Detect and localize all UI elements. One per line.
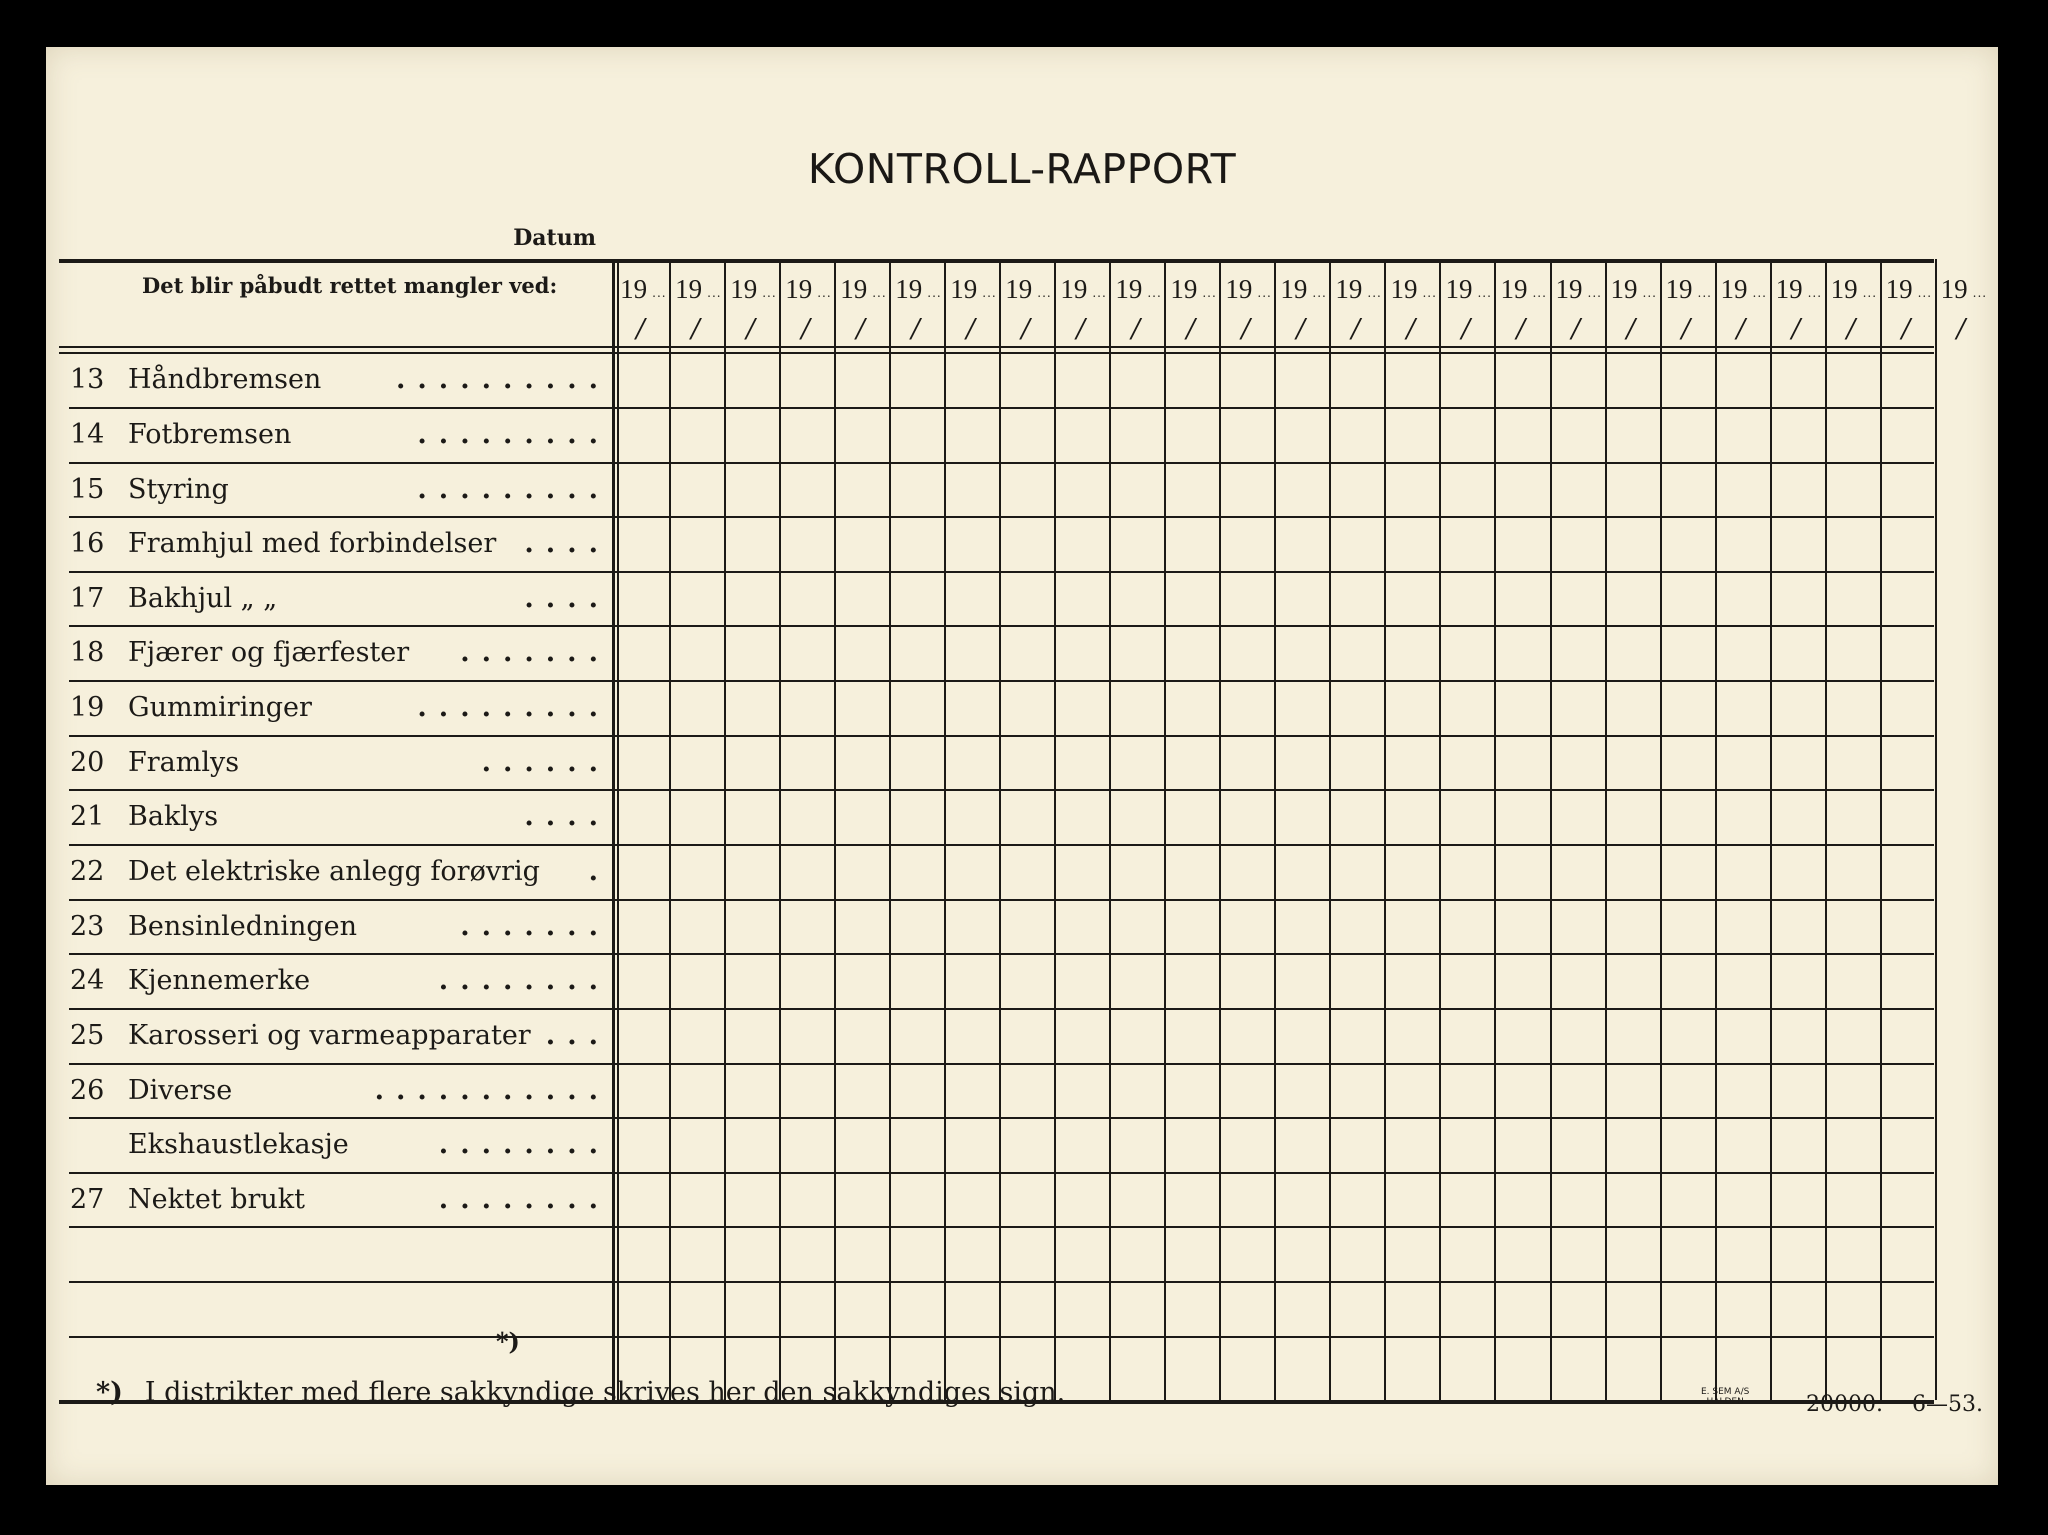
date-year-prefix: 19 [1665, 273, 1693, 304]
print-run: 20000. [1806, 1392, 1883, 1417]
row-rule [69, 1336, 1934, 1338]
row-label-text: Det elektriske anlegg forøvrig [128, 855, 540, 887]
label-separator [612, 259, 615, 1400]
date-year-prefix: 19 [1335, 273, 1363, 304]
row-leader-dots: ....... [460, 910, 610, 942]
row-leader-dots: ......... [417, 692, 610, 724]
date-separator: / [1186, 313, 1196, 344]
column-rule [1935, 259, 1937, 1400]
date-dots: ... [1257, 285, 1272, 300]
checklist-row [70, 737, 610, 792]
date-dots: ... [1147, 285, 1162, 300]
date-year-prefix: 19 [1775, 273, 1803, 304]
checklist-row [70, 955, 610, 1010]
date-year-prefix: 19 [840, 273, 868, 304]
date-cell [1439, 264, 1495, 344]
column-rule [1660, 259, 1662, 1400]
date-dots: ... [1697, 285, 1712, 300]
row-leader-dots: ........ [438, 1129, 610, 1161]
row-label-text: Framlys [128, 746, 240, 778]
date-dots: ... [1917, 285, 1933, 300]
checklist-row [70, 409, 610, 464]
column-rule [1054, 259, 1056, 1400]
rule-header-1 [59, 346, 1934, 348]
row-leader-dots: ......... [417, 473, 610, 505]
page-title: KONTROLL-RAPPORT [807, 145, 1237, 193]
date-year-prefix: 19 [620, 273, 648, 304]
date-separator: / [1681, 313, 1691, 344]
date-cell [1550, 264, 1606, 344]
row-label-text: Styring [128, 473, 229, 505]
date-year-prefix: 19 [730, 273, 758, 304]
column-rule [1770, 259, 1772, 1400]
date-cell [1219, 264, 1275, 344]
row-leader-dots: ........... [374, 1074, 610, 1106]
date-separator: / [1736, 313, 1746, 344]
column-rule [1274, 259, 1276, 1400]
date-cell [1825, 264, 1881, 344]
column-rule [1494, 259, 1496, 1400]
footnote-marker: *) [96, 1377, 123, 1408]
date-dots: ... [1642, 285, 1657, 300]
date-dots: ... [1587, 285, 1602, 300]
checklist-row [70, 682, 610, 737]
date-year-prefix: 19 [1005, 273, 1033, 304]
header-subtitle: Det blir påbudt rettet mangler ved: [142, 273, 558, 298]
column-rule [1384, 259, 1386, 1400]
date-year-prefix: 19 [1500, 273, 1528, 304]
row-number: 17 [70, 582, 105, 614]
row-number: 21 [70, 801, 105, 833]
date-dots: ... [1312, 285, 1327, 300]
date-cell [1164, 264, 1220, 344]
inspection-card [46, 47, 1998, 1485]
row-leader-dots: .......... [396, 364, 610, 396]
date-dots: ... [1367, 285, 1382, 300]
date-separator: / [911, 313, 921, 344]
row-label-text: Fjærer og fjærfester [128, 637, 410, 669]
row-number: 14 [70, 418, 105, 450]
date-year-prefix: 19 [1720, 273, 1748, 304]
date-dots: ... [1972, 285, 1988, 300]
row-number: 19 [70, 692, 105, 724]
date-cell [944, 264, 1000, 344]
date-year-prefix: 19 [1830, 273, 1858, 304]
date-year-prefix: 19 [1940, 273, 1968, 304]
checklist-row [70, 791, 610, 846]
date-cell [1935, 264, 1991, 344]
date-year-prefix: 19 [1060, 273, 1088, 304]
row-leader-dots: ....... [460, 637, 610, 669]
column-rule [1605, 259, 1607, 1400]
row-leader-dots: ... [545, 1019, 610, 1051]
signature-marker: *) [496, 1327, 520, 1356]
row-label-text: Gummiringer [128, 692, 312, 724]
row-number: 20 [70, 746, 105, 778]
date-year-prefix: 19 [950, 273, 978, 304]
checklist-row [70, 901, 610, 956]
checklist-row [70, 518, 610, 573]
printer-mark [1701, 1387, 1749, 1407]
row-leader-dots: .... [524, 582, 610, 614]
date-cell [614, 264, 670, 344]
date-separator: / [801, 313, 810, 344]
date-cell [1605, 264, 1661, 344]
row-leader-dots: ......... [417, 418, 610, 450]
row-number: 16 [70, 528, 105, 560]
row-number: 22 [70, 855, 105, 887]
column-rule [1439, 259, 1441, 1400]
checklist-row [70, 354, 610, 409]
date-cell [669, 264, 725, 344]
date-year-prefix: 19 [1610, 273, 1638, 304]
row-label-text: Nektet brukt [128, 1183, 306, 1215]
date-separator: / [1956, 313, 1966, 344]
date-cell [1494, 264, 1550, 344]
row-label-text: Bakhjul „ „ [128, 582, 278, 614]
date-separator: / [966, 313, 976, 344]
date-separator: / [1131, 313, 1141, 344]
row-leader-dots: ...... [481, 746, 610, 778]
printer-name: E. SEM A/S [1701, 1387, 1750, 1397]
date-year-prefix: 19 [1390, 273, 1418, 304]
row-label-text: Karosseri og varmeapparater [128, 1019, 531, 1051]
column-rule [944, 259, 946, 1400]
date-dots: ... [817, 285, 832, 300]
column-rule [1715, 259, 1717, 1400]
date-separator: / [1846, 313, 1856, 344]
row-label-text: Baklys [128, 801, 219, 833]
date-separator: / [856, 313, 865, 344]
date-dots: ... [872, 285, 887, 300]
date-separator: / [1296, 313, 1306, 344]
date-separator: / [1901, 313, 1911, 344]
label-separator-2 [617, 259, 619, 1400]
date-cell [779, 264, 835, 344]
row-number: 27 [70, 1183, 105, 1215]
column-rule [834, 259, 836, 1400]
row-number: 15 [70, 473, 105, 505]
date-separator: / [1021, 313, 1031, 344]
date-dots: ... [1862, 285, 1878, 300]
date-separator: / [746, 313, 755, 344]
date-separator: / [1406, 313, 1416, 344]
date-separator: / [1461, 313, 1471, 344]
date-cell [1274, 264, 1330, 344]
date-dots: ... [1532, 285, 1547, 300]
checklist-row [70, 1065, 610, 1120]
column-rule [1329, 259, 1331, 1400]
date-cell [1329, 264, 1385, 344]
date-separator: / [1626, 313, 1636, 344]
date-cell [1880, 264, 1936, 344]
checklist-row [70, 846, 610, 901]
checklist-row [70, 627, 610, 682]
date-year-prefix: 19 [1115, 273, 1143, 304]
date-cell [724, 264, 780, 344]
row-number: 13 [70, 364, 105, 396]
row-leader-dots: . [588, 855, 610, 887]
date-cell [1660, 264, 1716, 344]
date-separator: / [1791, 313, 1801, 344]
date-dots: ... [1477, 285, 1492, 300]
date-separator: / [636, 313, 645, 344]
column-rule [999, 259, 1001, 1400]
row-label-text: Framhjul med forbindelser [128, 528, 497, 560]
row-number: 24 [70, 965, 105, 997]
date-year-prefix: 19 [785, 273, 813, 304]
column-rule [1550, 259, 1552, 1400]
checklist-row [70, 464, 610, 519]
date-separator: / [1076, 313, 1086, 344]
row-label-text: Bensinledningen [128, 910, 358, 942]
column-rule [724, 259, 726, 1400]
date-separator: / [1571, 313, 1581, 344]
date-cell [834, 264, 890, 344]
row-label-text: Håndbremsen [128, 364, 322, 396]
date-dots: ... [652, 285, 667, 300]
row-label-text: Ekshaustlekasje [128, 1129, 349, 1161]
checklist-row [70, 1119, 610, 1174]
column-rule [1825, 259, 1827, 1400]
row-number: 18 [70, 637, 105, 669]
date-cell [1384, 264, 1440, 344]
date-year-prefix: 19 [895, 273, 923, 304]
rule-top [59, 259, 1934, 263]
footnote-text: I distrikter med flere sakkyndige skrives her den sakkyndiges sign. [144, 1377, 1066, 1408]
row-leader-dots: .... [524, 528, 610, 560]
checklist-row [70, 1010, 610, 1065]
date-year-prefix: 19 [1225, 273, 1253, 304]
printer-city: HALDEN [1706, 1397, 1744, 1407]
date-separator: / [691, 313, 700, 344]
checklist-row [70, 1174, 610, 1229]
date-dots: ... [1092, 285, 1107, 300]
date-cell [1715, 264, 1771, 344]
footnote [96, 1377, 1065, 1408]
column-rule [889, 259, 891, 1400]
row-label-text: Diverse [128, 1074, 233, 1106]
column-rule [779, 259, 781, 1400]
date-cell [1770, 264, 1826, 344]
date-dots: ... [927, 285, 942, 300]
date-dots: ... [1037, 285, 1052, 300]
date-dots: ... [1752, 285, 1767, 300]
print-code: 6—53. [1912, 1392, 1983, 1417]
date-cell [1109, 264, 1165, 344]
column-rule [669, 259, 671, 1400]
date-cell [889, 264, 945, 344]
date-dots: ... [1807, 285, 1823, 300]
row-number: 26 [70, 1074, 105, 1106]
row-number: 25 [70, 1019, 105, 1051]
column-rule [1880, 259, 1882, 1400]
date-separator: / [1351, 313, 1361, 344]
datum-label: Datum [513, 225, 596, 251]
date-cell [999, 264, 1055, 344]
row-leader-dots: ........ [438, 1183, 610, 1215]
column-rule [1219, 259, 1221, 1400]
date-separator: / [1241, 313, 1251, 344]
row-leader-dots: ........ [438, 965, 610, 997]
date-dots: ... [1202, 285, 1217, 300]
date-dots: ... [762, 285, 777, 300]
row-label-text: Fotbremsen [128, 418, 292, 450]
row-rule [69, 1281, 1934, 1283]
column-rule [1164, 259, 1166, 1400]
date-dots: ... [982, 285, 997, 300]
row-number: 23 [70, 910, 105, 942]
date-dots: ... [707, 285, 722, 300]
date-year-prefix: 19 [1280, 273, 1308, 304]
date-year-prefix: 19 [675, 273, 703, 304]
date-year-prefix: 19 [1445, 273, 1473, 304]
date-separator: / [1516, 313, 1526, 344]
column-rule [1109, 259, 1111, 1400]
checklist-row [70, 573, 610, 628]
row-leader-dots: .... [524, 801, 610, 833]
date-year-prefix: 19 [1555, 273, 1583, 304]
date-cell [1054, 264, 1110, 344]
date-year-prefix: 19 [1170, 273, 1198, 304]
date-dots: ... [1422, 285, 1437, 300]
row-label-text: Kjennemerke [128, 965, 311, 997]
date-year-prefix: 19 [1885, 273, 1913, 304]
